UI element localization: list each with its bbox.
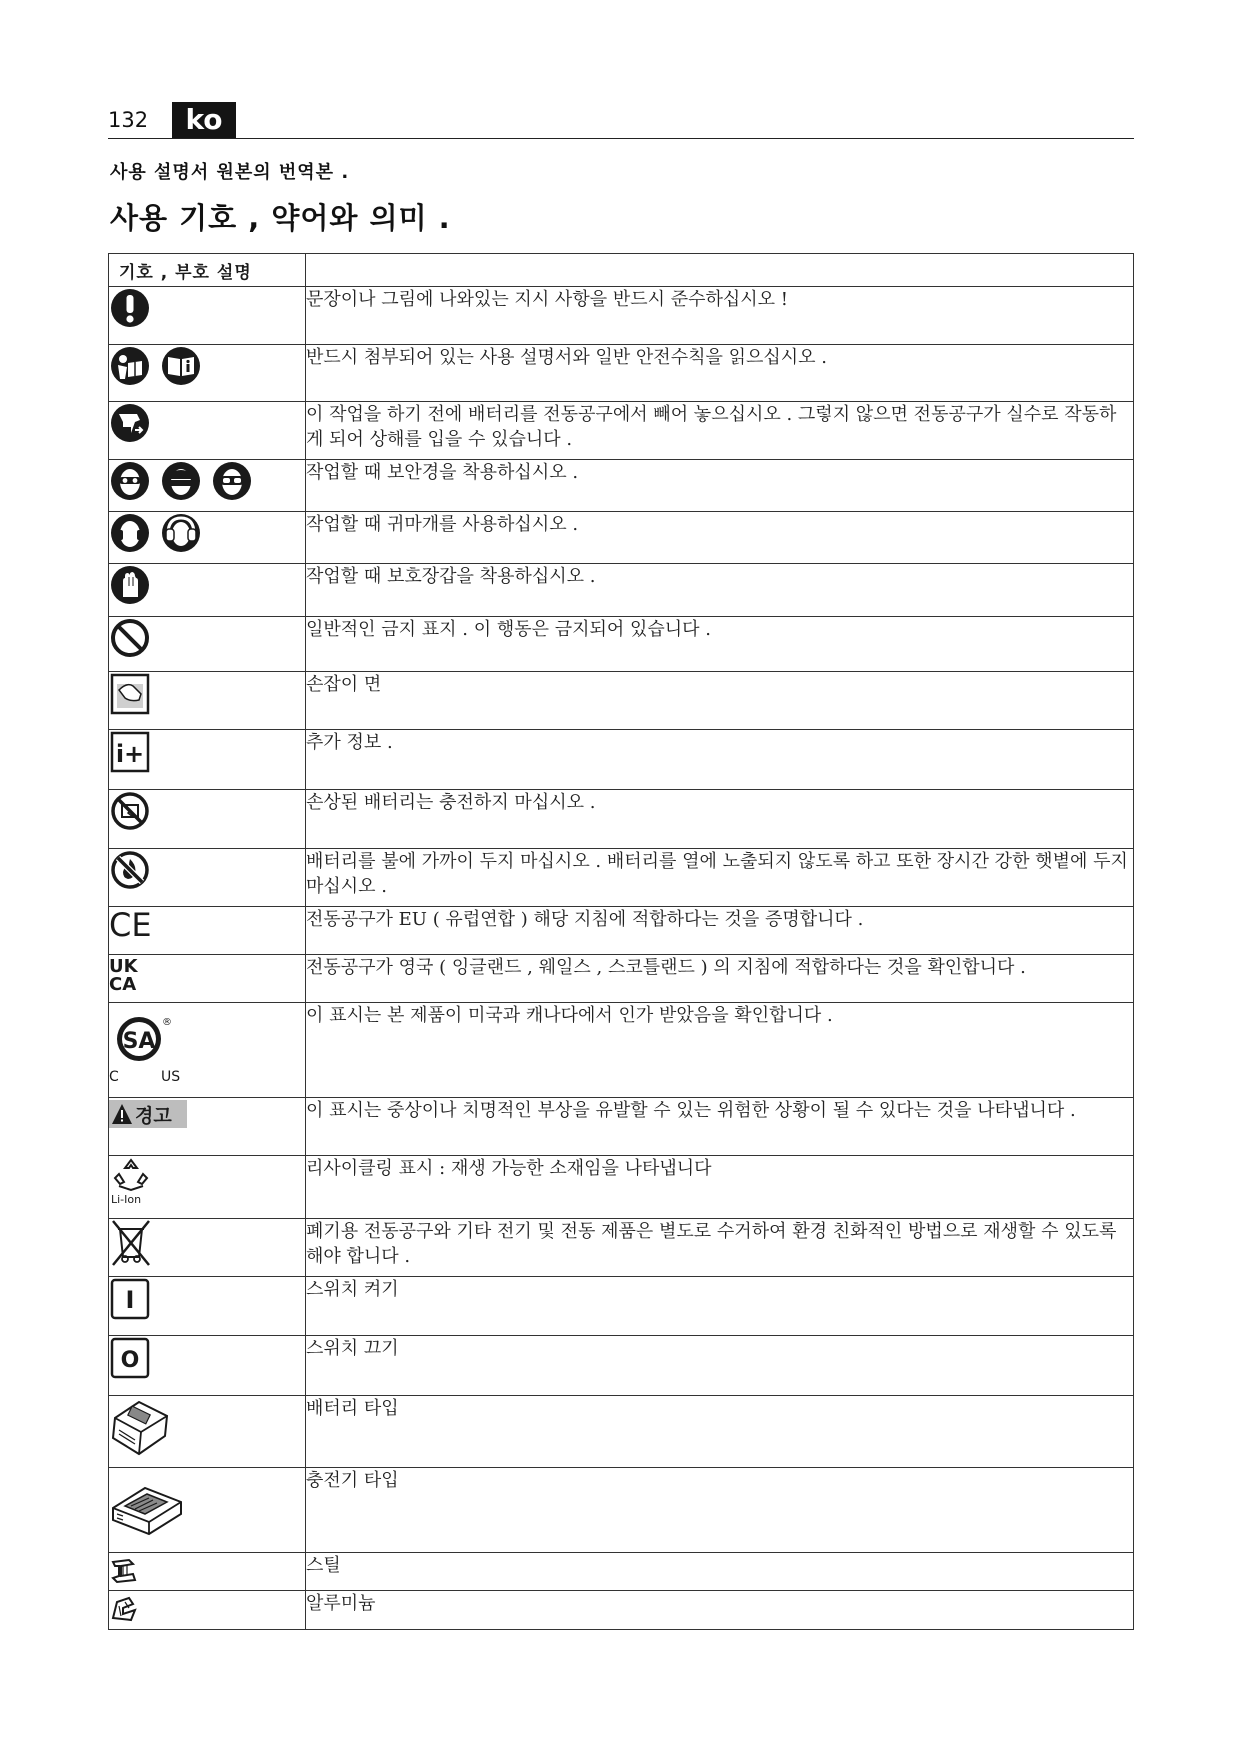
page-title: 사용 기호 , 약어와 의미 . <box>110 201 451 235</box>
symbol-cell <box>109 287 306 345</box>
ukca-mark-icon <box>109 955 151 993</box>
table-row <box>109 730 1134 790</box>
table-row <box>109 1553 1134 1591</box>
table-header-row <box>109 254 1134 287</box>
symbol-cell <box>109 1098 306 1156</box>
description-cell: 배터리 타입 <box>306 1396 1134 1468</box>
csa-c-label: C <box>109 1069 119 1085</box>
svg-text:SA: SA <box>122 1029 156 1054</box>
description-cell: 스위치 켜기 <box>306 1277 1134 1336</box>
charger-icon <box>109 1468 185 1538</box>
symbol-cell <box>109 672 306 730</box>
ce-mark-label: CE <box>109 907 152 941</box>
description-cell: 전동공구가 EU ( 유럽연합 ) 해당 지침에 적합하다는 것을 증명합니다 . <box>306 907 1134 955</box>
table-row <box>109 564 1134 617</box>
ukca-top-label: UK <box>109 956 138 977</box>
li-ion-recycling-icon <box>109 1156 153 1206</box>
grip-surface-icon <box>109 672 151 716</box>
table-row <box>109 1098 1134 1156</box>
symbol-cell <box>109 1553 306 1591</box>
ukca-bottom-label: CA <box>109 974 137 993</box>
table-row <box>109 287 1134 345</box>
ce-mark-icon <box>109 907 157 941</box>
table-row <box>109 1156 1134 1219</box>
symbol-cell <box>109 955 306 1003</box>
exclamation-mandatory-icon <box>109 287 151 329</box>
description-cell: 스위치 끄기 <box>306 1336 1134 1396</box>
table-row <box>109 1591 1134 1630</box>
page-number: 132 <box>108 108 149 132</box>
table-row <box>109 672 1134 730</box>
description-cell: 이 표시는 본 제품이 미국과 캐나다에서 인가 받았음을 확인합니다 . <box>306 1003 1134 1098</box>
symbol-cell <box>109 1219 306 1277</box>
subtitle: 사용 설명서 원본의 번역본 . <box>110 162 350 183</box>
description-cell: 알루미늄 <box>306 1591 1134 1630</box>
switch-off-label: O <box>120 1348 140 1373</box>
csa-us-label: US <box>161 1069 181 1085</box>
steel-icon <box>109 1556 139 1586</box>
remove-battery-icon <box>109 402 151 444</box>
description-cell: 스틸 <box>306 1553 1134 1591</box>
table-row <box>109 617 1134 672</box>
description-cell: 문장이나 그림에 나와있는 지시 사항을 반드시 준수하십시오 ! <box>306 287 1134 345</box>
read-manual-icon <box>109 345 151 387</box>
description-cell: 추가 정보 . <box>306 730 1134 790</box>
warning-label-icon <box>109 1098 187 1130</box>
symbol-cell <box>109 849 306 907</box>
table-row <box>109 1003 1134 1098</box>
description-cell: 손잡이 면 <box>306 672 1134 730</box>
description-cell: 작업할 때 보안경을 착용하십시오 . <box>306 460 1134 512</box>
symbol-cell <box>109 1156 306 1219</box>
weee-bin-icon <box>109 1219 153 1267</box>
description-cell: 작업할 때 귀마개를 사용하십시오 . <box>306 512 1134 564</box>
symbol-cell <box>109 1277 306 1336</box>
symbol-cell <box>109 1591 306 1630</box>
symbol-cell <box>109 790 306 849</box>
description-cell: 이 작업을 하기 전에 배터리를 전동공구에서 빼어 놓으십시오 . 그렇지 않으면 전동공구가 실수로 작동하게 되어 상해를 입을 수 있습니다 . <box>306 402 1134 460</box>
description-cell: 배터리를 불에 가까이 두지 마십시오 . 배터리를 열에 노출되지 않도록 하고 또한 장시간 강한 햇볕에 두지 마십시오 . <box>306 849 1134 907</box>
info-plus-label: i+ <box>115 740 145 768</box>
table-row <box>109 512 1134 564</box>
symbol-cell <box>109 460 306 512</box>
switch-on-label: I <box>125 1286 135 1314</box>
safety-glasses-icon <box>109 460 151 502</box>
symbol-cell <box>109 345 306 402</box>
switch-off-icon <box>109 1336 151 1380</box>
info-plus-icon <box>109 730 151 774</box>
symbol-cell <box>109 402 306 460</box>
switch-on-icon <box>109 1277 151 1321</box>
table-row <box>109 460 1134 512</box>
symbols-table <box>108 253 1134 1630</box>
no-fire-battery-icon <box>109 849 151 891</box>
description-cell: 전동공구가 영국 ( 잉글랜드 , 웨일스 , 스코틀랜드 ) 의 지침에 적합하다는 것을 확인합니다 . <box>306 955 1134 1003</box>
symbol-cell <box>109 907 306 955</box>
symbol-cell <box>109 617 306 672</box>
description-cell: 일반적인 금지 표지 . 이 행동은 금지되어 있습니다 . <box>306 617 1134 672</box>
description-cell: 이 표시는 중상이나 치명적인 부상을 유발할 수 있는 위험한 상황이 될 수 있다는 것을 나타냅니다 . <box>306 1098 1134 1156</box>
table-row <box>109 1468 1134 1553</box>
table-row <box>109 345 1134 402</box>
symbol-cell <box>109 1468 306 1553</box>
ear-muffs-icon <box>160 512 202 554</box>
protective-gloves-icon <box>109 564 151 606</box>
description-cell: 폐기용 전동공구와 기타 전기 및 전동 제품은 별도로 수거하여 환경 친화적인 방법으로 재생할 수 있도록 해야 합니다 . <box>306 1219 1134 1277</box>
csa-registered-label: ® <box>162 1017 172 1028</box>
csa-mark-icon <box>109 1003 189 1087</box>
description-cell: 반드시 첨부되어 있는 사용 설명서와 일반 안전수칙을 읽으십시오 . <box>306 345 1134 402</box>
header-symbol-column: 기호 , 부호 설명 <box>109 254 306 287</box>
table-row <box>109 402 1134 460</box>
aluminium-icon <box>109 1594 139 1624</box>
symbol-cell <box>109 1003 306 1098</box>
symbol-cell <box>109 512 306 564</box>
description-cell: 작업할 때 보호장갑을 착용하십시오 . <box>306 564 1134 617</box>
table-row <box>109 955 1134 1003</box>
goggles-icon <box>211 460 253 502</box>
li-ion-label: Li-Ion <box>111 1193 142 1206</box>
table-row <box>109 790 1134 849</box>
description-cell: 손상된 배터리는 충전하지 마십시오 . <box>306 790 1134 849</box>
table-row <box>109 1336 1134 1396</box>
symbol-cell <box>109 730 306 790</box>
book-info-icon <box>160 345 202 387</box>
symbol-cell <box>109 1396 306 1468</box>
language-badge: ko <box>172 102 236 138</box>
header-description-column <box>306 254 1134 287</box>
no-charge-damaged-battery-icon <box>109 790 151 832</box>
warning-label-text: 경고 <box>135 1105 172 1127</box>
face-shield-icon <box>160 460 202 502</box>
battery-pack-icon <box>109 1396 173 1458</box>
symbol-cell <box>109 1336 306 1396</box>
symbol-cell <box>109 564 306 617</box>
prohibition-icon <box>109 617 151 659</box>
table-row <box>109 1219 1134 1277</box>
ear-protection-icon <box>109 512 151 554</box>
description-cell: 충전기 타입 <box>306 1468 1134 1553</box>
description-cell: 리사이클링 표시 : 재생 가능한 소재임을 나타냅니다 <box>306 1156 1134 1219</box>
table-row <box>109 849 1134 907</box>
page-header <box>108 102 1134 139</box>
table-row <box>109 1396 1134 1468</box>
table-row <box>109 907 1134 955</box>
table-row <box>109 1277 1134 1336</box>
